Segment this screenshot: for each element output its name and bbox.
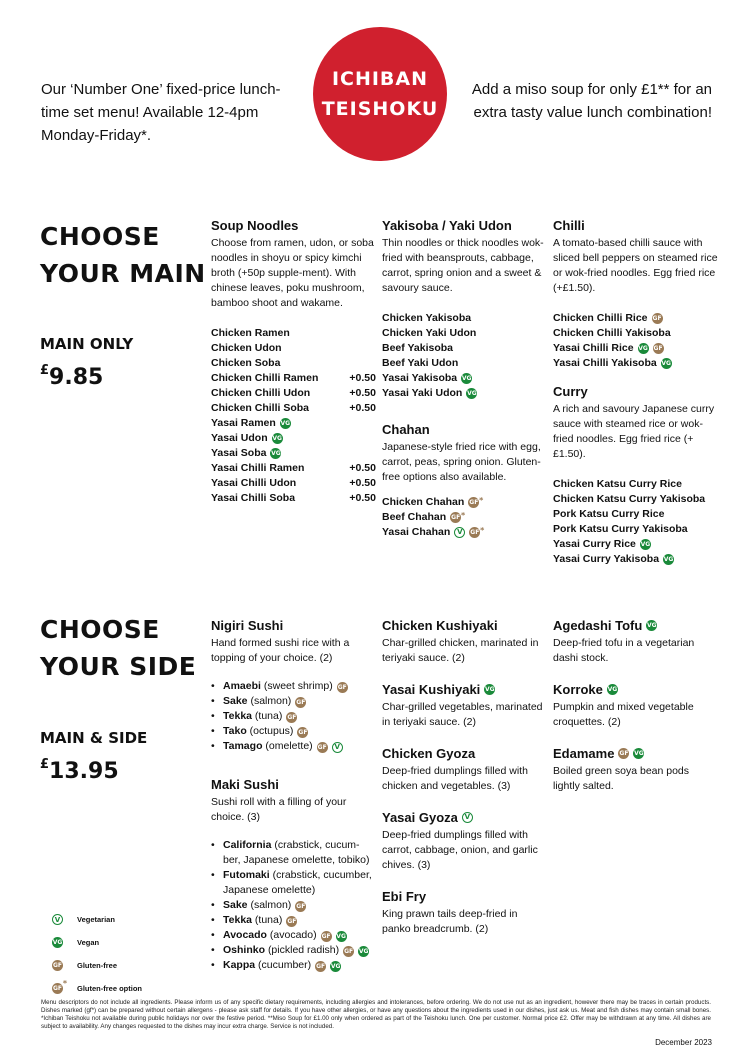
sushi-item [211, 679, 376, 694]
sushi-item [211, 739, 376, 754]
main-price-value: 9.85 [49, 365, 104, 390]
side-price-value: 13.95 [49, 759, 119, 784]
gluten-free-option-icon: GF * [469, 527, 480, 538]
legend-item [52, 931, 142, 954]
gluten-free-icon: GF [321, 933, 331, 940]
menu-item [553, 356, 723, 371]
side-dish-title: Chicken Gyoza [382, 746, 476, 761]
vegan-icon: VG [271, 450, 281, 457]
menu-item-name: Beef Yakisoba [382, 342, 454, 354]
vegetarian-icon: V [52, 914, 63, 925]
gluten-free-icon: GF [298, 729, 308, 736]
menu-item-surcharge: +0.50 [349, 492, 376, 504]
sushi-item [211, 943, 376, 958]
menu-item-name: Yasai Udon [211, 432, 268, 444]
menu-item [553, 552, 723, 567]
menu-item [211, 416, 376, 431]
menu-item [553, 341, 723, 356]
menu-item-name: Beef Chahan [382, 511, 447, 523]
sushi-item [211, 898, 376, 913]
vegan-icon: VG [607, 686, 618, 693]
ichiban-teishoku-logo [313, 27, 447, 161]
sushi-item-name: Tamago [223, 740, 263, 752]
side-dish-title: Yasai Kushiyaki [382, 682, 481, 697]
gluten-free-icon: GF [316, 963, 326, 970]
sushi-item [211, 958, 376, 973]
sushi-item-note: (avocado) [269, 929, 317, 941]
legend-label: Vegan [77, 938, 100, 947]
sushi-item-name: Kappa [223, 959, 256, 971]
gluten-free-option-icon: GF * [52, 983, 63, 994]
sushi-item-note: (cucumber) [258, 959, 312, 971]
side-dish [382, 888, 547, 937]
side-dish-desc: King prawn tails deep-fried in panko breadcrumb. (2) [382, 908, 518, 935]
menu-item-name: Yasai Chilli Yakisoba [553, 357, 657, 369]
chilli-section [553, 217, 723, 371]
side-dish-heading [382, 809, 547, 826]
sushi-item-note: (omelette) [265, 740, 313, 752]
side-dish-heading [553, 745, 718, 762]
sushi-item-note: (tuna) [254, 710, 283, 722]
chilli-items [553, 311, 723, 371]
gluten-free-icon: GF [344, 948, 354, 955]
legend-item [52, 908, 142, 931]
side-dish [553, 617, 718, 666]
menu-item [382, 326, 547, 341]
side-dish-heading [553, 617, 718, 634]
menu-item-name: Chicken Chilli Rice [553, 312, 648, 324]
sushi-item-name: Avocado [223, 929, 267, 941]
side-dish-title: Korroke [553, 682, 603, 697]
menu-item-name: Chicken Ramen [211, 327, 290, 339]
curry-items [553, 477, 723, 567]
sushi-item-name: Futomaki [223, 869, 270, 881]
menu-item-name: Yasai Yaki Udon [382, 387, 463, 399]
menu-item-name: Chicken Udon [211, 342, 282, 354]
sushi-item-name: Amaebi [223, 680, 261, 692]
vegan-icon: VG [52, 939, 63, 946]
nigiri-items [211, 679, 376, 754]
vegan-icon: VG [330, 963, 341, 970]
sushi-item-note: (crabstick, cucumber, Japanese omelette) [223, 869, 372, 896]
menu-item [211, 386, 376, 401]
main-price [40, 365, 103, 390]
sushi-item [211, 868, 376, 898]
footer-disclaimer: Menu descriptors do not include all ingredients. Please inform us of any specific dietary requirements, including allergies and intolerances, before ordering. We do not use nut as an ingredient, however there may be traces in certain products. Dishes marked (gf*) can be prepared without certain allergens - please ask staff for details. If you have other allergies, or have any questions about the ingredients used in our dishes, just ask us. Meat and fish dishes may contain small bones. *Ichiban Teishoku not available during public holidays nor over the festive period. **Miso Soup for £1.00 only when ordered as part of the Teishoku lunch. One per customer. Normal price £2. Offer may be withdrawn at any time. All dishes are subject to availability. Any changes requested to the dishes may incur extra charge. Service is not included. [41, 999, 711, 1030]
gluten-free-icon: GF [337, 684, 347, 691]
side-dish [382, 617, 547, 666]
menu-item [211, 341, 376, 356]
chahan-section [382, 421, 547, 540]
main-title-line1: CHOOSE [40, 222, 160, 251]
menu-item-surcharge: +0.50 [349, 402, 376, 414]
side-dish-desc: Deep-fried tofu in a vegetarian dashi stock. [553, 637, 695, 664]
menu-item-name: Pork Katsu Curry Rice [553, 508, 665, 520]
menu-item [553, 311, 723, 326]
vegetarian-icon: V [332, 742, 343, 753]
menu-item-surcharge: +0.50 [349, 372, 376, 384]
menu-item [211, 326, 376, 341]
soup-noodles-items [211, 326, 376, 506]
menu-item-name: Yasai Chilli Ramen [211, 462, 305, 474]
menu-item-name: Yasai Ramen [211, 417, 276, 429]
menu-item-name: Chicken Chilli Soba [211, 402, 310, 414]
menu-item [382, 525, 547, 540]
side-dish [382, 745, 547, 794]
side-dish-desc: Char-grilled chicken, marinated in teriyaki sauce. (2) [382, 637, 539, 664]
sushi-item-note: (tuna) [254, 914, 283, 926]
side-middle-column [382, 617, 547, 952]
menu-item [382, 341, 547, 356]
menu-item [211, 476, 376, 491]
soup-noodles-title: Soup Noodles [211, 218, 299, 233]
vegan-icon: VG [272, 435, 282, 442]
sushi-item [211, 928, 376, 943]
nigiri-title: Nigiri Sushi [211, 618, 284, 633]
menu-item-name: Chicken Katsu Curry Rice [553, 478, 682, 490]
side-dish [382, 809, 547, 873]
menu-item-surcharge: +0.50 [349, 477, 376, 489]
side-dish-heading [382, 888, 547, 905]
sushi-item-note: (pickled radish) [267, 944, 340, 956]
legend-item [52, 977, 142, 1000]
menu-item-name: Yasai Yakisoba [382, 372, 458, 384]
menu-item-name: Yasai Chahan [382, 526, 451, 538]
side-dish-desc: Char-grilled vegetables, marinated in teriyaki sauce. (2) [382, 701, 543, 728]
vegan-icon: VG [638, 345, 648, 352]
vegan-icon: VG [647, 622, 657, 629]
side-dish-title: Edamame [553, 746, 615, 761]
gluten-free-icon: GF [653, 345, 663, 352]
legend-item [52, 954, 142, 977]
side-option-label: MAIN & SIDE [40, 729, 148, 747]
chahan-items [382, 495, 547, 540]
side-dish-desc: Deep-fried dumplings filled with carrot, cabbage, onion, and garlic chives. (3) [382, 829, 538, 871]
side-right-column [553, 617, 718, 809]
main-title-line2: YOUR MAIN [40, 259, 206, 288]
menu-item [382, 356, 547, 371]
vegetarian-icon: V [462, 812, 473, 823]
side-title-line1: CHOOSE [40, 615, 160, 644]
menu-item [211, 431, 376, 446]
sushi-item-name: California [223, 839, 272, 851]
menu-item-name: Chicken Yaki Udon [382, 327, 477, 339]
currency-symbol: £ [40, 363, 50, 378]
menu-item [382, 386, 547, 401]
menu-item [553, 492, 723, 507]
vegetarian-icon: V [454, 527, 465, 538]
sushi-item-name: Oshinko [223, 944, 266, 956]
menu-item [211, 446, 376, 461]
menu-item [211, 371, 376, 386]
sushi-item-name: Tako [223, 725, 247, 737]
vegan-icon: VG [280, 420, 291, 427]
menu-item [211, 356, 376, 371]
soup-noodles-desc: Choose from ramen, udon, or soba noodles in shoyu or spicy kimchi broth (+50p supple-ment). With chinese leaves, poku mushroom, bamboo shoot and wakame. [211, 237, 374, 309]
menu-item-name: Chicken Chilli Udon [211, 387, 311, 399]
menu-item [211, 491, 376, 506]
sushi-item-name: Tekka [223, 710, 252, 722]
side-dish-heading [382, 745, 547, 762]
menu-item-name: Chicken Yakisoba [382, 312, 472, 324]
logo-line-2: TEISHOKU [321, 98, 439, 120]
maki-desc: Sushi roll with a filling of your choice. (3) [211, 796, 347, 823]
menu-item [211, 401, 376, 416]
menu-item-surcharge: +0.50 [349, 387, 376, 399]
soup-noodles-section [211, 217, 376, 506]
menu-item-name: Chicken Chahan [382, 496, 465, 508]
nigiri-desc: Hand formed sushi rice with a topping of your choice. (2) [211, 637, 350, 664]
curry-title: Curry [553, 384, 588, 399]
yakisoba-desc: Thin noodles or thick noodles wok-fried with beansprouts, cabbage, carrot, spring onion and a sweet & savoury sauce. [382, 237, 544, 294]
sushi-item [211, 838, 376, 868]
footer-date: December 2023 [655, 1038, 712, 1047]
yakisoba-section [382, 217, 547, 401]
intro-left: Our ‘Number One’ fixed-price lunch-time set menu! Available 12-4pm Monday-Friday*. [41, 81, 281, 144]
side-dish-title: Yasai Gyoza [382, 810, 458, 825]
menu-item-name: Pork Katsu Curry Yakisoba [553, 523, 688, 535]
vegan-icon: VG [484, 686, 495, 693]
gluten-free-icon: GF [296, 699, 306, 706]
gluten-free-option-icon: GF * [468, 497, 479, 508]
dietary-legend [52, 908, 142, 1000]
menu-item [211, 461, 376, 476]
currency-symbol: £ [40, 757, 50, 772]
menu-item [382, 371, 547, 386]
menu-item-name: Chicken Katsu Curry Yakisoba [553, 493, 706, 505]
menu-item-surcharge: +0.50 [349, 462, 376, 474]
menu-item-name: Yasai Chilli Rice [553, 342, 634, 354]
curry-section [553, 383, 723, 567]
maki-title: Maki Sushi [211, 777, 279, 792]
menu-item [553, 522, 723, 537]
sushi-item-name: Tekka [223, 914, 252, 926]
sushi-item [211, 724, 376, 739]
side-dish [382, 681, 547, 730]
menu-item [553, 537, 723, 552]
menu-item-name: Yasai Curry Yakisoba [553, 553, 660, 565]
menu-item-name: Yasai Soba [211, 447, 267, 459]
menu-item-name: Chicken Chilli Ramen [211, 372, 319, 384]
side-dish [553, 681, 718, 730]
sushi-item-name: Sake [223, 695, 248, 707]
chahan-title: Chahan [382, 422, 430, 437]
menu-item-name: Yasai Chilli Soba [211, 492, 296, 504]
side-dish-heading [382, 681, 547, 698]
gluten-free-icon: GF [287, 918, 297, 925]
menu-item [553, 477, 723, 492]
yakisoba-title: Yakisoba / Yaki Udon [382, 218, 512, 233]
menu-item [553, 507, 723, 522]
vegan-icon: VG [640, 541, 651, 548]
menu-item-name: Yasai Chilli Udon [211, 477, 297, 489]
gluten-free-icon: GF [619, 750, 629, 757]
gluten-free-icon: GF [652, 315, 662, 322]
sushi-item-name: Sake [223, 899, 248, 911]
side-dish [553, 745, 718, 794]
gluten-free-icon: GF [287, 714, 297, 721]
gluten-free-icon: GF [52, 962, 63, 969]
sushi-item-note: (salmon) [250, 899, 292, 911]
side-dish-heading [553, 681, 718, 698]
side-price [40, 759, 119, 784]
curry-desc: A rich and savoury Japanese curry sauce with steamed rice or wok-fried noodles. Egg fried rice (+£1.50). [553, 403, 715, 460]
menu-item-name: Yasai Curry Rice [553, 538, 636, 550]
menu-item-name: Chicken Soba [211, 357, 281, 369]
menu-item-name: Chicken Chilli Yakisoba [553, 327, 671, 339]
vegan-icon: VG [336, 933, 346, 940]
vegan-icon: VG [663, 556, 674, 563]
sushi-item [211, 913, 376, 928]
side-dish-title: Ebi Fry [382, 889, 427, 904]
vegan-icon: VG [634, 750, 644, 757]
side-title-line2: YOUR SIDE [40, 652, 197, 681]
menu-item [553, 326, 723, 341]
gluten-free-option-icon: GF * [450, 512, 461, 523]
vegan-icon: VG [467, 390, 477, 397]
chilli-title: Chilli [553, 218, 585, 233]
sushi-item [211, 694, 376, 709]
yakisoba-items [382, 311, 547, 401]
gluten-free-icon: GF [317, 744, 327, 751]
intro-right: Add a miso soup for only £1** for an extra tasty value lunch combination! [471, 81, 712, 121]
legend-label: Gluten-free option [77, 984, 142, 993]
gluten-free-icon: GF [296, 903, 306, 910]
sushi-item-note: (crabstick, cucum-ber, Japanese omelette, tobiko) [223, 839, 370, 866]
chilli-desc: A tomato-based chilli sauce with sliced bell peppers on steamed rice or wok-fried noodles. Egg fried rice (+£1.50). [553, 237, 718, 294]
sushi-item-note: (sweet shrimp) [263, 680, 333, 692]
logo-line-1: ICHIBAN [331, 68, 429, 90]
nigiri-section [211, 617, 376, 754]
menu-item [382, 311, 547, 326]
side-dish-title: Chicken Kushiyaki [382, 618, 498, 633]
sushi-item [211, 709, 376, 724]
vegan-icon: VG [661, 360, 671, 367]
side-dish-desc: Pumpkin and mixed vegetable croquettes. (2) [553, 701, 694, 728]
legend-label: Vegetarian [77, 915, 115, 924]
side-dish-title: Agedashi Tofu [553, 618, 643, 633]
side-dish-heading [382, 617, 547, 634]
sushi-item-note: (octupus) [249, 725, 294, 737]
menu-item-name: Beef Yaki Udon [382, 357, 459, 369]
sushi-item-note: (salmon) [250, 695, 292, 707]
vegan-icon: VG [461, 375, 472, 382]
maki-items [211, 838, 376, 973]
vegan-icon: VG [358, 948, 369, 955]
legend-label: Gluten-free [77, 961, 118, 970]
maki-section [211, 776, 376, 973]
side-dish-desc: Deep-fried dumplings filled with chicken and vegetables. (3) [382, 765, 528, 792]
chahan-desc: Japanese-style fried rice with egg, carrot, peas, spring onion. Gluten-free options also available. [382, 441, 541, 483]
menu-item [382, 510, 547, 525]
main-option-label: MAIN ONLY [40, 335, 134, 353]
side-dish-desc: Boiled green soya bean pods lightly salted. [553, 765, 690, 792]
